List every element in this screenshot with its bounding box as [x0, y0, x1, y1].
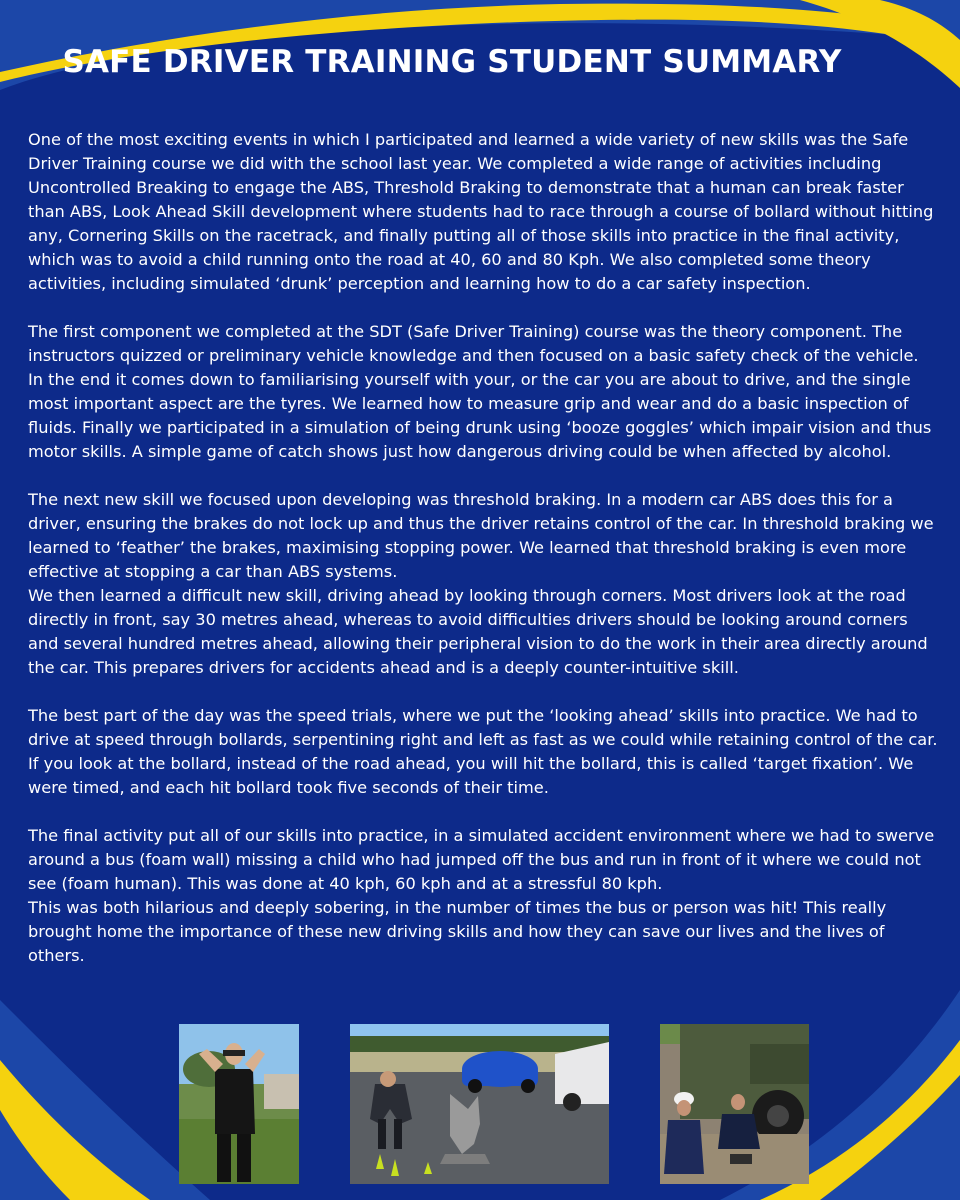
photo-bollard-course [350, 1024, 609, 1184]
paragraph-conclusion: This was both hilarious and deeply sobering, in the number of times the bus or person was hit! This really brought home the importance of these new driving skills and how they can save our lives and the lives of others. [28, 898, 887, 965]
paragraph-threshold-braking: The next new skill we focused upon developing was threshold braking. In a modern car ABS does this for a driver, ensuring the brakes do not lock up and thus the driver retains control of the car. In threshold braking we learned to ‘feather’ the brakes, maximising stopping power. We learned that threshold braking is even more effective at stopping a car than ABS systems. [28, 490, 934, 581]
summary-text [28, 128, 938, 968]
page-title: SAFE DRIVER TRAINING STUDENT SUMMARY [62, 44, 842, 80]
paragraph-speed-trials: The best part of the day was the speed trials, where we put the ‘looking ahead’ skills into practice. We had to drive at speed through bollards, serpentining right and left as fast as we could while retaining control of the car. If you look at the bollard, instead of the road ahead, you will hit the bollard, this is called ‘target fixation’. We were timed, and each hit bollard took five seconds of their time. [28, 706, 938, 797]
paragraph-looking-ahead: We then learned a difficult new skill, driving ahead by looking through corners. Most drivers look at the road directly in front, say 30 metres ahead, whereas to avoid difficulties drivers should be looking around corners and several hundred metres ahead, allowing their peripheral vision to do the work in their area directly around the car. This prepares drivers for accidents ahead and is a deeply counter-intuitive skill. [28, 586, 928, 677]
paragraph-intro: One of the most exciting events in which I participated and learned a wide variety of new skills was the Safe Driver Training course we did with the school last year. We completed a wide range of activities including Uncontrolled Breaking to engage the ABS, Threshold Braking to demonstrate that a human can break faster than ABS, Look Ahead Skill development where students had to race through a course of bollard without hitting any, Cornering Skills on the racetrack, and finally putting all of those skills into practice in the final activity, which was to avoid a child running onto the road at 40, 60 and 80 Kph. We also completed some theory activities, including simulated ‘drunk’ perception and learning how to do a car safety inspection. [28, 130, 934, 293]
photo-student-goggles [179, 1024, 299, 1184]
paragraph-final-activity: The final activity put all of our skills into practice, in a simulated accident environment where we had to swerve around a bus (foam wall) missing a child who had jumped off the bus and run in front of it where we could not see (foam human). This was done at 40 kph, 60 kph and at a stressful 80 kph. [28, 826, 935, 893]
photo-tyre-inspection [660, 1024, 809, 1184]
paragraph-theory: The first component we completed at the SDT (Safe Driver Training) course was the theory component. The instructors quizzed or preliminary vehicle knowledge and then focused on a basic safety check of the vehicle. In the end it comes down to familiarising yourself with your, or the car you are about to drive, and the single most important aspect are the tyres. We learned how to measure grip and wear and do a basic inspection of fluids. Finally we participated in a simulation of being drunk using ‘booze goggles’ which impair vision and thus motor skills. A simple game of catch shows just how dangerous driving could be when affected by alcohol. [28, 322, 932, 461]
